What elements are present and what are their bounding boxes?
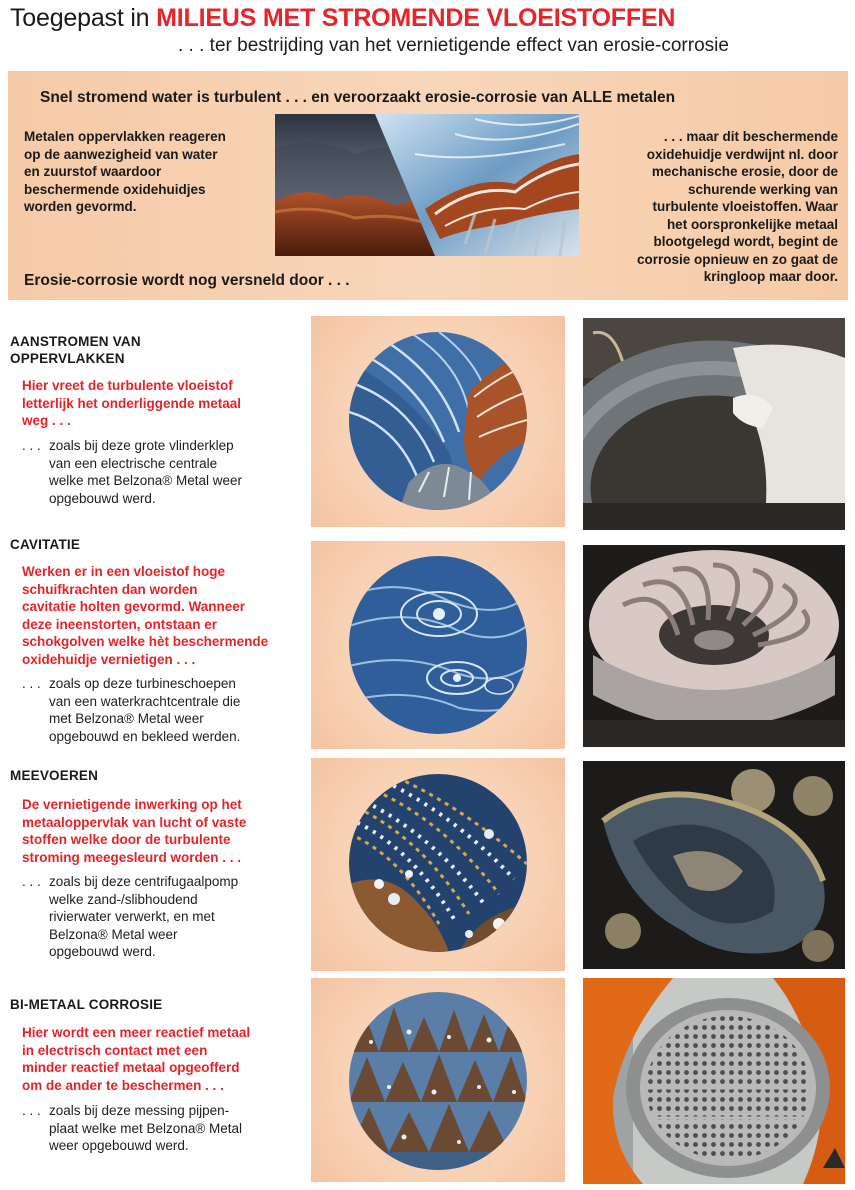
section-heading [10, 767, 98, 784]
section-example-text [22, 675, 312, 745]
section-heading-line: AANSTROMEN VAN [10, 334, 141, 349]
section-example-text [22, 1102, 312, 1155]
section-example-text [22, 873, 312, 961]
highlight-line: De vernietigende inwerking op het [22, 797, 242, 812]
example-line: van een waterkrachtcentrale die [49, 693, 241, 709]
example-line: Belzona® Metal weer [49, 926, 178, 942]
intro-right-line: mechanische erosie, door de [651, 164, 838, 179]
example-line: met Belzona® Metal weer [49, 711, 204, 726]
bimetal-illustration [349, 992, 527, 1170]
ellipsis: . . . [22, 1103, 41, 1118]
intro-left-line: Metalen oppervlakken reageren [24, 129, 226, 144]
ellipsis: . . . [22, 676, 41, 691]
example-line: plaat welke met Belzona® Metal [49, 1120, 243, 1136]
intro-right-line: kringloop maar door. [703, 269, 838, 284]
entrainment-illustration [349, 774, 527, 952]
section-heading [10, 333, 141, 367]
intro-right-line: schurende werking van [687, 181, 838, 197]
section-heading [10, 536, 80, 553]
highlight-line: deze ineenstorten, ontstaan er [22, 616, 218, 632]
intro-left-line: en zuurstof waardoor [24, 164, 162, 179]
intro-left-text [24, 128, 274, 216]
cavitation-illustration [349, 556, 527, 734]
highlight-line: om de ander te beschermen . . . [22, 1077, 224, 1093]
highlight-line: Hier vreet de turbulente vloeistof [22, 378, 233, 393]
intro-footer: Erosie-corrosie wordt nog versneld door . . . [24, 272, 350, 289]
intro-heading: Snel stromend water is turbulent . . . en veroorzaakt erosie-corrosie van ALLE metalen [40, 89, 676, 106]
page-subtitle: . . . ter bestrijding van het vernietigende effect van erosie-corrosie [178, 35, 729, 56]
turbulence-illustration [349, 332, 527, 510]
highlight-line: Hier wordt een meer reactief metaal [22, 1025, 251, 1040]
example-line: zoals bij deze grote vlinderklep [49, 438, 234, 453]
example-line: opgebouwd en bekleed werden. [49, 728, 241, 744]
intro-right-line: corrosie opnieuw en zo gaat de [636, 251, 838, 267]
intro-right-line: blootgelegd wordt, begint de [653, 234, 838, 249]
example-line: opgebouwd werd. [49, 490, 156, 506]
section-heading-line: OPPERVLAKKEN [10, 351, 125, 366]
highlight-line: schuifkrachten dan worden [22, 581, 198, 597]
tube-plate-photo [583, 978, 845, 1184]
highlight-line: stoffen welke door de turbulente [22, 832, 231, 847]
illustration-panel [311, 978, 565, 1182]
intro-right-line: turbulente vloeistoffen. Waar [652, 199, 838, 214]
example-line: rivierwater verwerkt, en met [49, 909, 215, 924]
example-line: weer opgebouwd werd. [49, 1138, 189, 1153]
highlight-line: weg . . . [22, 413, 71, 428]
illustration-panel [311, 758, 565, 971]
intro-left-line: worden gevormd. [24, 199, 137, 214]
turbine-photo [583, 545, 845, 747]
illustration-panel [311, 541, 565, 749]
title-plain: Toegepast in [10, 4, 157, 32]
intro-right-line: oxidehuidje verdwijnt nl. door [646, 146, 838, 162]
section-example-text [22, 437, 312, 507]
intro-left-line: beschermende oxidehuidjes [24, 181, 206, 197]
example-line: opgebouwd werd. [49, 944, 156, 959]
section-heading-line: BI-METAAL CORROSIE [10, 997, 163, 1012]
highlight-line: letterlijk het onderliggende metaal [22, 395, 242, 411]
section-highlight-text [22, 563, 312, 668]
section-highlight-text [22, 796, 312, 866]
ellipsis: . . . [22, 438, 41, 453]
highlight-line: schokgolven welke hèt beschermende [22, 634, 269, 649]
section-highlight-text [22, 377, 312, 430]
highlight-line: Werken er in een vloeistof hoge [22, 564, 226, 579]
intro-right-line: het oorspronkelijke metaal [666, 216, 838, 232]
example-line: welke met Belzona® Metal weer [49, 473, 243, 488]
section-heading-line: CAVITATIE [10, 537, 81, 552]
page-title [10, 4, 675, 33]
highlight-line: in electrisch contact met een [22, 1042, 208, 1058]
example-line: zoals bij deze messing pijpen- [49, 1103, 230, 1118]
highlight-line: minder reactief metaal opgeofferd [22, 1060, 240, 1075]
centrifugal-pump-photo [583, 761, 845, 969]
highlight-line: metaaloppervlak van lucht of vaste [22, 814, 247, 830]
ellipsis: . . . [22, 874, 41, 889]
intro-right-text [580, 128, 838, 286]
intro-right-line: . . . maar dit beschermende [663, 129, 838, 144]
butterfly-valve-photo [583, 318, 845, 530]
illustration-panel [311, 316, 565, 527]
section-heading [10, 996, 162, 1013]
erosion-illustration [275, 114, 579, 256]
highlight-line: oxidehuidje vernietigen . . . [22, 651, 196, 667]
section-heading-line: MEEVOEREN [10, 768, 99, 783]
example-line: van een electrische centrale [49, 455, 218, 471]
highlight-line: stroming meegesleurd worden . . . [22, 849, 242, 865]
example-line: welke zand-/slibhoudend [49, 891, 198, 907]
example-line: zoals bij deze centrifugaalpomp [49, 874, 239, 889]
highlight-line: cavitatie holten gevormd. Wanneer [22, 599, 246, 614]
example-line: zoals op deze turbineschoepen [49, 676, 236, 691]
section-highlight-text [22, 1024, 312, 1094]
title-highlight: MILIEUS MET STROMENDE VLOEISTOFFEN [156, 4, 676, 32]
intro-left-line: op de aanwezigheid van water [24, 146, 218, 162]
